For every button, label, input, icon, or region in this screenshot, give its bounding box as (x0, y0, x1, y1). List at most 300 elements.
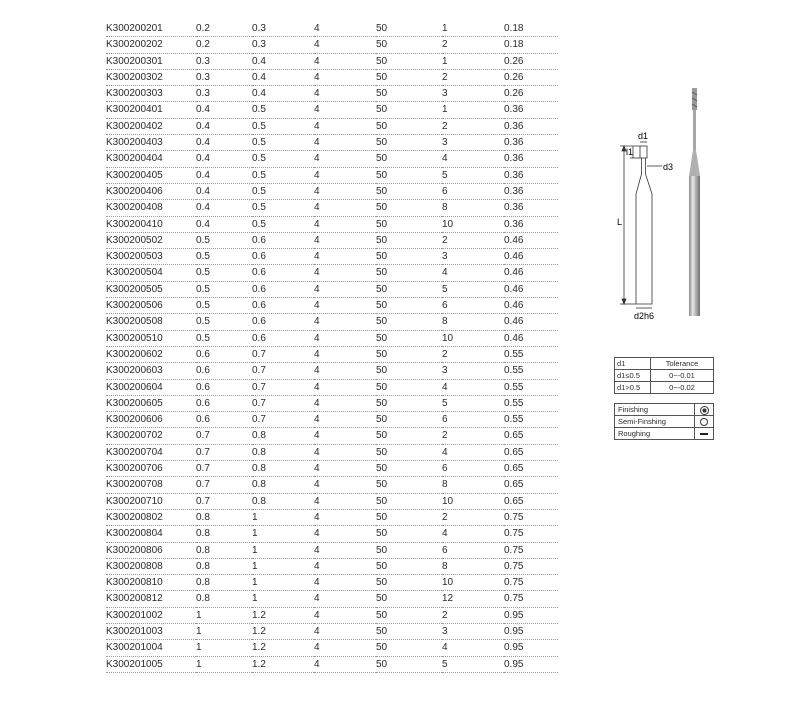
cell-l1: 4 (314, 542, 376, 558)
cell-Z: 0.36 (504, 151, 558, 167)
cell-d2: 3 (442, 249, 504, 265)
cell-product-code: K300200808 (106, 558, 196, 574)
table-row (106, 607, 558, 623)
cell-d1: 0.8 (196, 509, 252, 525)
cell-product-code: K300200202 (106, 37, 196, 53)
cell-d2: 10 (442, 216, 504, 232)
cell-d1: 0.4 (196, 216, 252, 232)
table-row (106, 509, 558, 525)
cell-d2: 2 (442, 69, 504, 85)
cell-d2: 3 (442, 135, 504, 151)
cell-d1: 0.4 (196, 167, 252, 183)
cell-d1: 0.7 (196, 461, 252, 477)
cell-product-code: K300200606 (106, 412, 196, 428)
cell-L: 50 (376, 118, 442, 134)
table-row (106, 183, 558, 199)
cell-Z: 0.46 (504, 265, 558, 281)
semi-finishing-icon (700, 418, 708, 426)
cell-L: 50 (376, 444, 442, 460)
cell-d2: 6 (442, 412, 504, 428)
cell-product-code: K300200401 (106, 102, 196, 118)
cell-product-code: K300200510 (106, 330, 196, 346)
cell-d3: 0.6 (252, 314, 314, 330)
cell-d1: 0.5 (196, 314, 252, 330)
cell-l1: 4 (314, 249, 376, 265)
cell-d1: 0.6 (196, 346, 252, 362)
cell-d1: 0.6 (196, 412, 252, 428)
cell-Z: 0.75 (504, 526, 558, 542)
cell-Z: 0.36 (504, 216, 558, 232)
table-row (106, 640, 558, 656)
cell-L: 50 (376, 477, 442, 493)
tolerance-table (614, 357, 714, 394)
schematic-outline (620, 142, 662, 308)
cell-d1: 0.6 (196, 363, 252, 379)
cell-d3: 0.8 (252, 444, 314, 460)
cell-d3: 0.8 (252, 428, 314, 444)
cell-d2: 10 (442, 330, 504, 346)
cell-L: 50 (376, 591, 442, 607)
table-row (106, 69, 558, 85)
cell-d1: 0.5 (196, 281, 252, 297)
cell-d3: 0.7 (252, 379, 314, 395)
cell-L: 50 (376, 37, 442, 53)
cell-d3: 0.6 (252, 298, 314, 314)
cell-d2: 4 (442, 526, 504, 542)
cell-product-code: K300200605 (106, 395, 196, 411)
cell-Z: 0.36 (504, 102, 558, 118)
cell-l1: 4 (314, 477, 376, 493)
cell-l1: 4 (314, 167, 376, 183)
cell-l1: 4 (314, 200, 376, 216)
cell-d3: 1 (252, 558, 314, 574)
cell-Z: 0.75 (504, 509, 558, 525)
cell-l1: 4 (314, 314, 376, 330)
table-row (106, 265, 558, 281)
cell-product-code: K300201003 (106, 623, 196, 639)
cell-Z: 0.36 (504, 200, 558, 216)
cell-L: 50 (376, 281, 442, 297)
cell-d1: 0.4 (196, 102, 252, 118)
cell-d2: 4 (442, 444, 504, 460)
cell-d1: 0.7 (196, 444, 252, 460)
cell-product-code: K300200710 (106, 493, 196, 509)
cell-d3: 0.6 (252, 249, 314, 265)
legend-label-finishing: Finishing (615, 404, 695, 416)
cell-d2: 5 (442, 656, 504, 672)
cell-Z: 0.75 (504, 542, 558, 558)
cell-d3: 1.2 (252, 640, 314, 656)
cell-Z: 0.36 (504, 135, 558, 151)
cell-L: 50 (376, 232, 442, 248)
cell-l1: 4 (314, 509, 376, 525)
cell-l1: 4 (314, 37, 376, 53)
cell-product-code: K300200410 (106, 216, 196, 232)
cell-d1: 0.5 (196, 298, 252, 314)
cell-d1: 0.3 (196, 86, 252, 102)
cell-L: 50 (376, 86, 442, 102)
cell-product-code: K300200704 (106, 444, 196, 460)
cell-d1: 0.2 (196, 21, 252, 37)
tolerance-range: d1≤0.5 (615, 370, 651, 382)
cell-L: 50 (376, 461, 442, 477)
cell-l1: 4 (314, 558, 376, 574)
tolerance-header-d1: d1 (615, 358, 651, 370)
cell-Z: 0.46 (504, 249, 558, 265)
cell-L: 50 (376, 412, 442, 428)
table-row (106, 102, 558, 118)
cell-l1: 4 (314, 640, 376, 656)
cell-product-code: K300200303 (106, 86, 196, 102)
cell-d3: 1 (252, 591, 314, 607)
cell-d2: 8 (442, 314, 504, 330)
cell-d3: 1.2 (252, 623, 314, 639)
cell-d1: 1 (196, 640, 252, 656)
cell-d1: 0.7 (196, 493, 252, 509)
cell-d1: 0.6 (196, 395, 252, 411)
cell-d3: 1 (252, 526, 314, 542)
table-row (106, 86, 558, 102)
cell-L: 50 (376, 183, 442, 199)
cell-L: 50 (376, 558, 442, 574)
cell-d2: 12 (442, 591, 504, 607)
table-row (106, 575, 558, 591)
cell-l1: 4 (314, 102, 376, 118)
table-row (106, 591, 558, 607)
cell-l1: 4 (314, 623, 376, 639)
cell-L: 50 (376, 314, 442, 330)
label-d2h6: d2h6 (633, 311, 655, 321)
cell-Z: 0.75 (504, 591, 558, 607)
table-row (106, 135, 558, 151)
cell-d1: 0.3 (196, 53, 252, 69)
cell-product-code: K300200301 (106, 53, 196, 69)
cell-product-code: K300200702 (106, 428, 196, 444)
cell-l1: 4 (314, 265, 376, 281)
cell-Z: 0.46 (504, 281, 558, 297)
cell-L: 50 (376, 200, 442, 216)
cell-L: 50 (376, 542, 442, 558)
cell-d3: 0.7 (252, 412, 314, 428)
cell-d3: 1.2 (252, 607, 314, 623)
cell-product-code: K300200603 (106, 363, 196, 379)
legend-label-semi-finishing: Semi-Finshing (615, 416, 695, 428)
table-row (106, 395, 558, 411)
cell-d2: 8 (442, 200, 504, 216)
cell-L: 50 (376, 102, 442, 118)
table-row (106, 249, 558, 265)
cell-d3: 0.6 (252, 281, 314, 297)
cell-d1: 0.7 (196, 477, 252, 493)
cell-l1: 4 (314, 232, 376, 248)
cell-Z: 0.18 (504, 21, 558, 37)
cell-product-code: K300200812 (106, 591, 196, 607)
cell-d3: 0.4 (252, 53, 314, 69)
end-mill-photo (689, 88, 700, 316)
cell-l1: 4 (314, 346, 376, 362)
cell-d2: 2 (442, 607, 504, 623)
cell-d1: 0.5 (196, 330, 252, 346)
cell-d1: 0.4 (196, 200, 252, 216)
cell-L: 50 (376, 526, 442, 542)
cell-d2: 5 (442, 395, 504, 411)
cell-d3: 0.5 (252, 216, 314, 232)
cell-d1: 1 (196, 623, 252, 639)
cell-L: 50 (376, 151, 442, 167)
cell-product-code: K300201004 (106, 640, 196, 656)
cell-d1: 0.8 (196, 558, 252, 574)
table-row (106, 526, 558, 542)
table-row (106, 412, 558, 428)
table-row (106, 314, 558, 330)
cell-l1: 4 (314, 21, 376, 37)
cell-l1: 4 (314, 281, 376, 297)
cell-product-code: K300200602 (106, 346, 196, 362)
cell-product-code: K300200201 (106, 21, 196, 37)
cell-d1: 0.8 (196, 591, 252, 607)
cell-L: 50 (376, 265, 442, 281)
cell-L: 50 (376, 607, 442, 623)
cell-d2: 3 (442, 363, 504, 379)
cell-L: 50 (376, 135, 442, 151)
cell-d2: 4 (442, 151, 504, 167)
cell-L: 50 (376, 493, 442, 509)
cell-d3: 0.6 (252, 330, 314, 346)
tolerance-value: 0~-0.02 (651, 382, 714, 394)
cell-product-code: K300200502 (106, 232, 196, 248)
cell-product-code: K300200302 (106, 69, 196, 85)
cell-d2: 4 (442, 379, 504, 395)
cell-d3: 0.7 (252, 363, 314, 379)
cell-L: 50 (376, 216, 442, 232)
tolerance-header-tolerance: Tolerance (651, 358, 714, 370)
tolerance-range: d1>0.5 (615, 382, 651, 394)
cell-d2: 8 (442, 477, 504, 493)
label-L: L (617, 217, 623, 227)
tolerance-value: 0~-0.01 (651, 370, 714, 382)
cell-Z: 0.95 (504, 656, 558, 672)
cell-l1: 4 (314, 298, 376, 314)
cell-d1: 0.4 (196, 151, 252, 167)
cell-L: 50 (376, 330, 442, 346)
cell-d2: 2 (442, 118, 504, 134)
cell-d1: 0.5 (196, 265, 252, 281)
cell-l1: 4 (314, 183, 376, 199)
end-mill-drawing (600, 84, 730, 324)
table-row (106, 298, 558, 314)
table-row (106, 216, 558, 232)
cell-d1: 0.4 (196, 118, 252, 134)
cell-d2: 2 (442, 232, 504, 248)
cell-d3: 0.6 (252, 232, 314, 248)
cell-L: 50 (376, 249, 442, 265)
cell-L: 50 (376, 623, 442, 639)
table-row (106, 428, 558, 444)
cell-d1: 0.8 (196, 542, 252, 558)
cell-product-code: K300200604 (106, 379, 196, 395)
cell-d3: 1 (252, 509, 314, 525)
cell-Z: 0.46 (504, 298, 558, 314)
cell-d1: 0.5 (196, 249, 252, 265)
cell-Z: 0.55 (504, 379, 558, 395)
cell-d1: 0.4 (196, 183, 252, 199)
cell-d3: 0.5 (252, 102, 314, 118)
cell-L: 50 (376, 640, 442, 656)
finishing-icon (700, 406, 709, 415)
cell-product-code: K300200708 (106, 477, 196, 493)
table-row (106, 167, 558, 183)
cell-L: 50 (376, 656, 442, 672)
cell-l1: 4 (314, 118, 376, 134)
cell-d2: 2 (442, 428, 504, 444)
cell-Z: 0.36 (504, 167, 558, 183)
cell-d1: 0.4 (196, 135, 252, 151)
cell-L: 50 (376, 428, 442, 444)
cell-d2: 5 (442, 167, 504, 183)
cell-L: 50 (376, 53, 442, 69)
label-l1: l1 (626, 147, 634, 157)
cell-l1: 4 (314, 444, 376, 460)
cell-l1: 4 (314, 53, 376, 69)
cell-l1: 4 (314, 591, 376, 607)
table-row (106, 363, 558, 379)
cell-l1: 4 (314, 86, 376, 102)
cell-product-code: K300200503 (106, 249, 196, 265)
cell-Z: 0.36 (504, 118, 558, 134)
cell-L: 50 (376, 21, 442, 37)
cell-L: 50 (376, 379, 442, 395)
cell-d3: 0.8 (252, 493, 314, 509)
spec-table (106, 21, 558, 673)
cell-d1: 0.6 (196, 379, 252, 395)
cell-d3: 0.5 (252, 200, 314, 216)
cell-d3: 0.5 (252, 135, 314, 151)
cell-Z: 0.26 (504, 69, 558, 85)
cell-product-code: K300200506 (106, 298, 196, 314)
table-row (106, 379, 558, 395)
cell-l1: 4 (314, 526, 376, 542)
cell-L: 50 (376, 69, 442, 85)
cell-l1: 4 (314, 412, 376, 428)
cell-Z: 0.55 (504, 346, 558, 362)
cell-Z: 0.95 (504, 607, 558, 623)
cell-Z: 0.26 (504, 86, 558, 102)
cell-d2: 6 (442, 298, 504, 314)
cell-d2: 10 (442, 575, 504, 591)
table-row (106, 151, 558, 167)
cell-l1: 4 (314, 656, 376, 672)
cell-l1: 4 (314, 69, 376, 85)
cell-product-code: K300200505 (106, 281, 196, 297)
cell-l1: 4 (314, 428, 376, 444)
cell-d1: 0.5 (196, 232, 252, 248)
cell-product-code: K300201005 (106, 656, 196, 672)
cell-product-code: K300200406 (106, 183, 196, 199)
table-row (106, 330, 558, 346)
cell-Z: 0.55 (504, 412, 558, 428)
cell-d2: 1 (442, 102, 504, 118)
roughing-icon (700, 433, 708, 435)
cell-L: 50 (376, 509, 442, 525)
cell-Z: 0.36 (504, 183, 558, 199)
table-row (106, 656, 558, 672)
cell-d2: 3 (442, 623, 504, 639)
cell-Z: 0.46 (504, 314, 558, 330)
cell-l1: 4 (314, 135, 376, 151)
table-row (106, 493, 558, 509)
label-d3: d3 (663, 162, 674, 172)
cell-Z: 0.75 (504, 575, 558, 591)
cell-Z: 0.55 (504, 395, 558, 411)
table-row (106, 21, 558, 37)
cell-product-code: K300200802 (106, 509, 196, 525)
cell-Z: 0.46 (504, 330, 558, 346)
cell-product-code: K300200706 (106, 461, 196, 477)
cell-d2: 8 (442, 558, 504, 574)
table-row (106, 558, 558, 574)
cell-d2: 4 (442, 265, 504, 281)
cell-d1: 0.3 (196, 69, 252, 85)
cell-d2: 4 (442, 640, 504, 656)
cell-d2: 3 (442, 86, 504, 102)
cell-L: 50 (376, 346, 442, 362)
cell-l1: 4 (314, 151, 376, 167)
cell-product-code: K300200804 (106, 526, 196, 542)
cell-l1: 4 (314, 379, 376, 395)
table-row (106, 200, 558, 216)
table-row (106, 281, 558, 297)
cell-d3: 0.3 (252, 37, 314, 53)
cell-d1: 0.2 (196, 37, 252, 53)
cell-Z: 0.55 (504, 363, 558, 379)
legend-label-roughing: Roughing (615, 428, 695, 440)
cell-d3: 0.6 (252, 265, 314, 281)
cell-product-code: K300200403 (106, 135, 196, 151)
table-row (106, 444, 558, 460)
cell-d3: 0.5 (252, 183, 314, 199)
cell-product-code: K300200504 (106, 265, 196, 281)
cell-d2: 10 (442, 493, 504, 509)
cell-d2: 6 (442, 542, 504, 558)
cell-l1: 4 (314, 575, 376, 591)
cell-d1: 0.8 (196, 575, 252, 591)
cell-d1: 0.7 (196, 428, 252, 444)
cell-d2: 6 (442, 461, 504, 477)
cell-d3: 0.5 (252, 118, 314, 134)
cell-d3: 0.7 (252, 346, 314, 362)
cell-d3: 0.8 (252, 477, 314, 493)
cell-d1: 1 (196, 656, 252, 672)
table-row (106, 623, 558, 639)
table-row (106, 37, 558, 53)
table-row (106, 477, 558, 493)
cell-L: 50 (376, 575, 442, 591)
cell-d3: 0.7 (252, 395, 314, 411)
cell-l1: 4 (314, 461, 376, 477)
table-row (106, 542, 558, 558)
cell-l1: 4 (314, 607, 376, 623)
cell-Z: 0.46 (504, 232, 558, 248)
cell-l1: 4 (314, 330, 376, 346)
cell-Z: 0.95 (504, 623, 558, 639)
cell-L: 50 (376, 395, 442, 411)
cell-product-code: K300200810 (106, 575, 196, 591)
cell-Z: 0.18 (504, 37, 558, 53)
cell-l1: 4 (314, 216, 376, 232)
cell-Z: 0.65 (504, 477, 558, 493)
cell-L: 50 (376, 167, 442, 183)
cell-d3: 0.3 (252, 21, 314, 37)
